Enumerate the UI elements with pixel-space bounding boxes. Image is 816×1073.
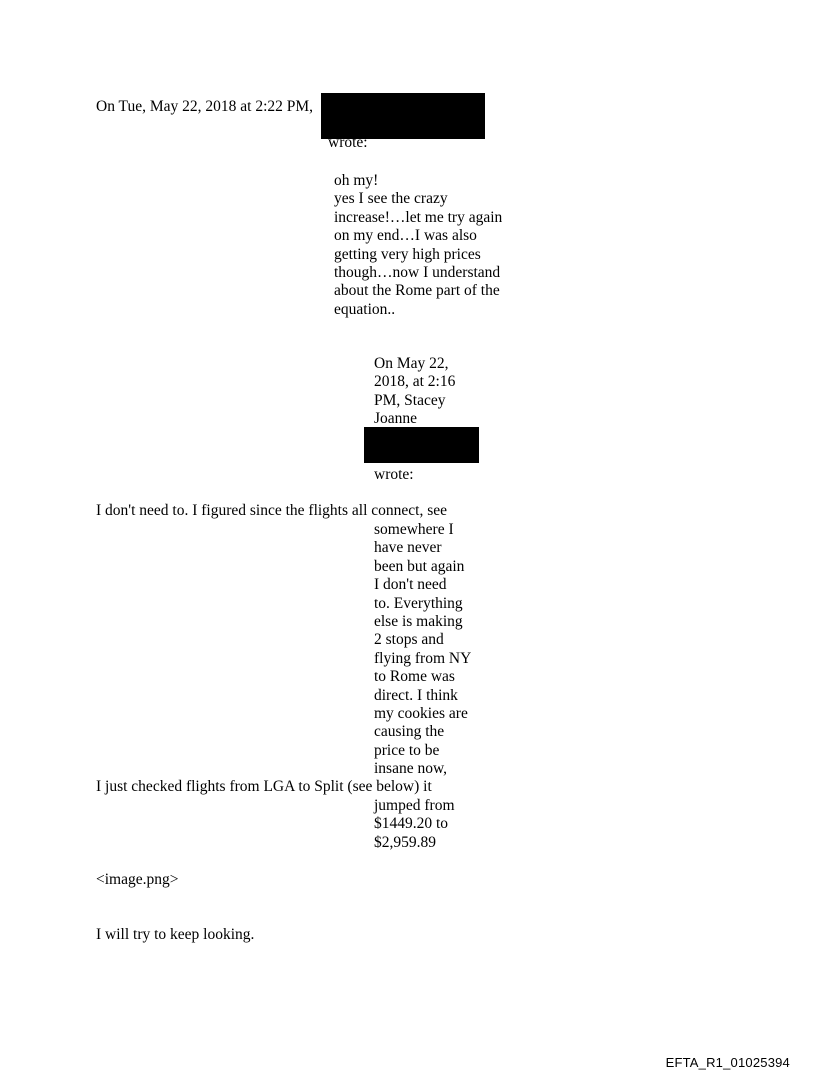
reply-block — [334, 172, 502, 319]
quoted-body-block-1 — [374, 521, 471, 778]
quoted-header-line: On May 22, — [374, 355, 449, 372]
quoted-body-line: my cookies are — [374, 704, 468, 722]
quoted-header-line: Joanne — [374, 410, 418, 428]
quoted-body-line: $2,959.89 — [374, 833, 436, 851]
quoted-body-line: to Rome was — [374, 668, 455, 686]
quoted-body-line: direct. I think — [374, 686, 458, 704]
reply-line: oh my! — [334, 172, 379, 189]
reply-line: on my end…I was also — [334, 227, 477, 245]
quoted-body-line: else is making — [374, 612, 463, 630]
quoted-body-line: have never — [374, 539, 442, 557]
quoted-body-line: jumped from — [374, 797, 455, 814]
reply-line: though…now I understand — [334, 263, 501, 281]
quoted-header — [374, 355, 455, 429]
quoted-body-line: flying from NY — [374, 649, 472, 667]
quoted-body-line: 2 stops and — [374, 631, 444, 649]
quoted-body-line: somewhere I — [374, 521, 454, 538]
sender-wrote-label: wrote: — [328, 134, 368, 151]
redaction-block-sender — [321, 93, 485, 139]
sent-line: On Tue, May 22, 2018 at 2:22 PM, — [96, 98, 314, 115]
reply-line: yes I see the crazy — [334, 190, 448, 208]
quoted-body-second-line: I just checked flights from LGA to Split (see below) it — [96, 778, 432, 795]
quoted-body-line: $1449.20 to — [374, 815, 449, 833]
reply-line: equation.. — [334, 300, 396, 318]
quoted-body-line: causing the — [374, 723, 445, 741]
quoted-wrote-label: wrote: — [374, 466, 414, 483]
quoted-body-line: been but again — [374, 557, 465, 575]
quoted-body-line: to. Everything — [374, 594, 463, 612]
reply-line: getting very high prices — [334, 245, 481, 263]
attachment-placeholder: <image.png> — [96, 871, 179, 888]
quoted-header-line: PM, Stacey — [374, 391, 446, 409]
quoted-body-block-2 — [374, 797, 455, 852]
quoted-body-first-line: I don't need to. I figured since the flights all connect, see — [96, 502, 447, 519]
reply-line: about the Rome part of the — [334, 282, 500, 300]
closing-line: I will try to keep looking. — [96, 926, 255, 943]
redaction-block-email — [364, 427, 479, 463]
quoted-body-line: insane now, — [374, 760, 448, 778]
document-id: EFTA_R1_01025394 — [665, 1055, 790, 1070]
quoted-body-line: I don't need — [374, 576, 447, 594]
quoted-body-line: price to be — [374, 741, 440, 759]
quoted-header-line: 2018, at 2:16 — [374, 373, 456, 391]
reply-line: increase!…let me try again — [334, 208, 503, 226]
